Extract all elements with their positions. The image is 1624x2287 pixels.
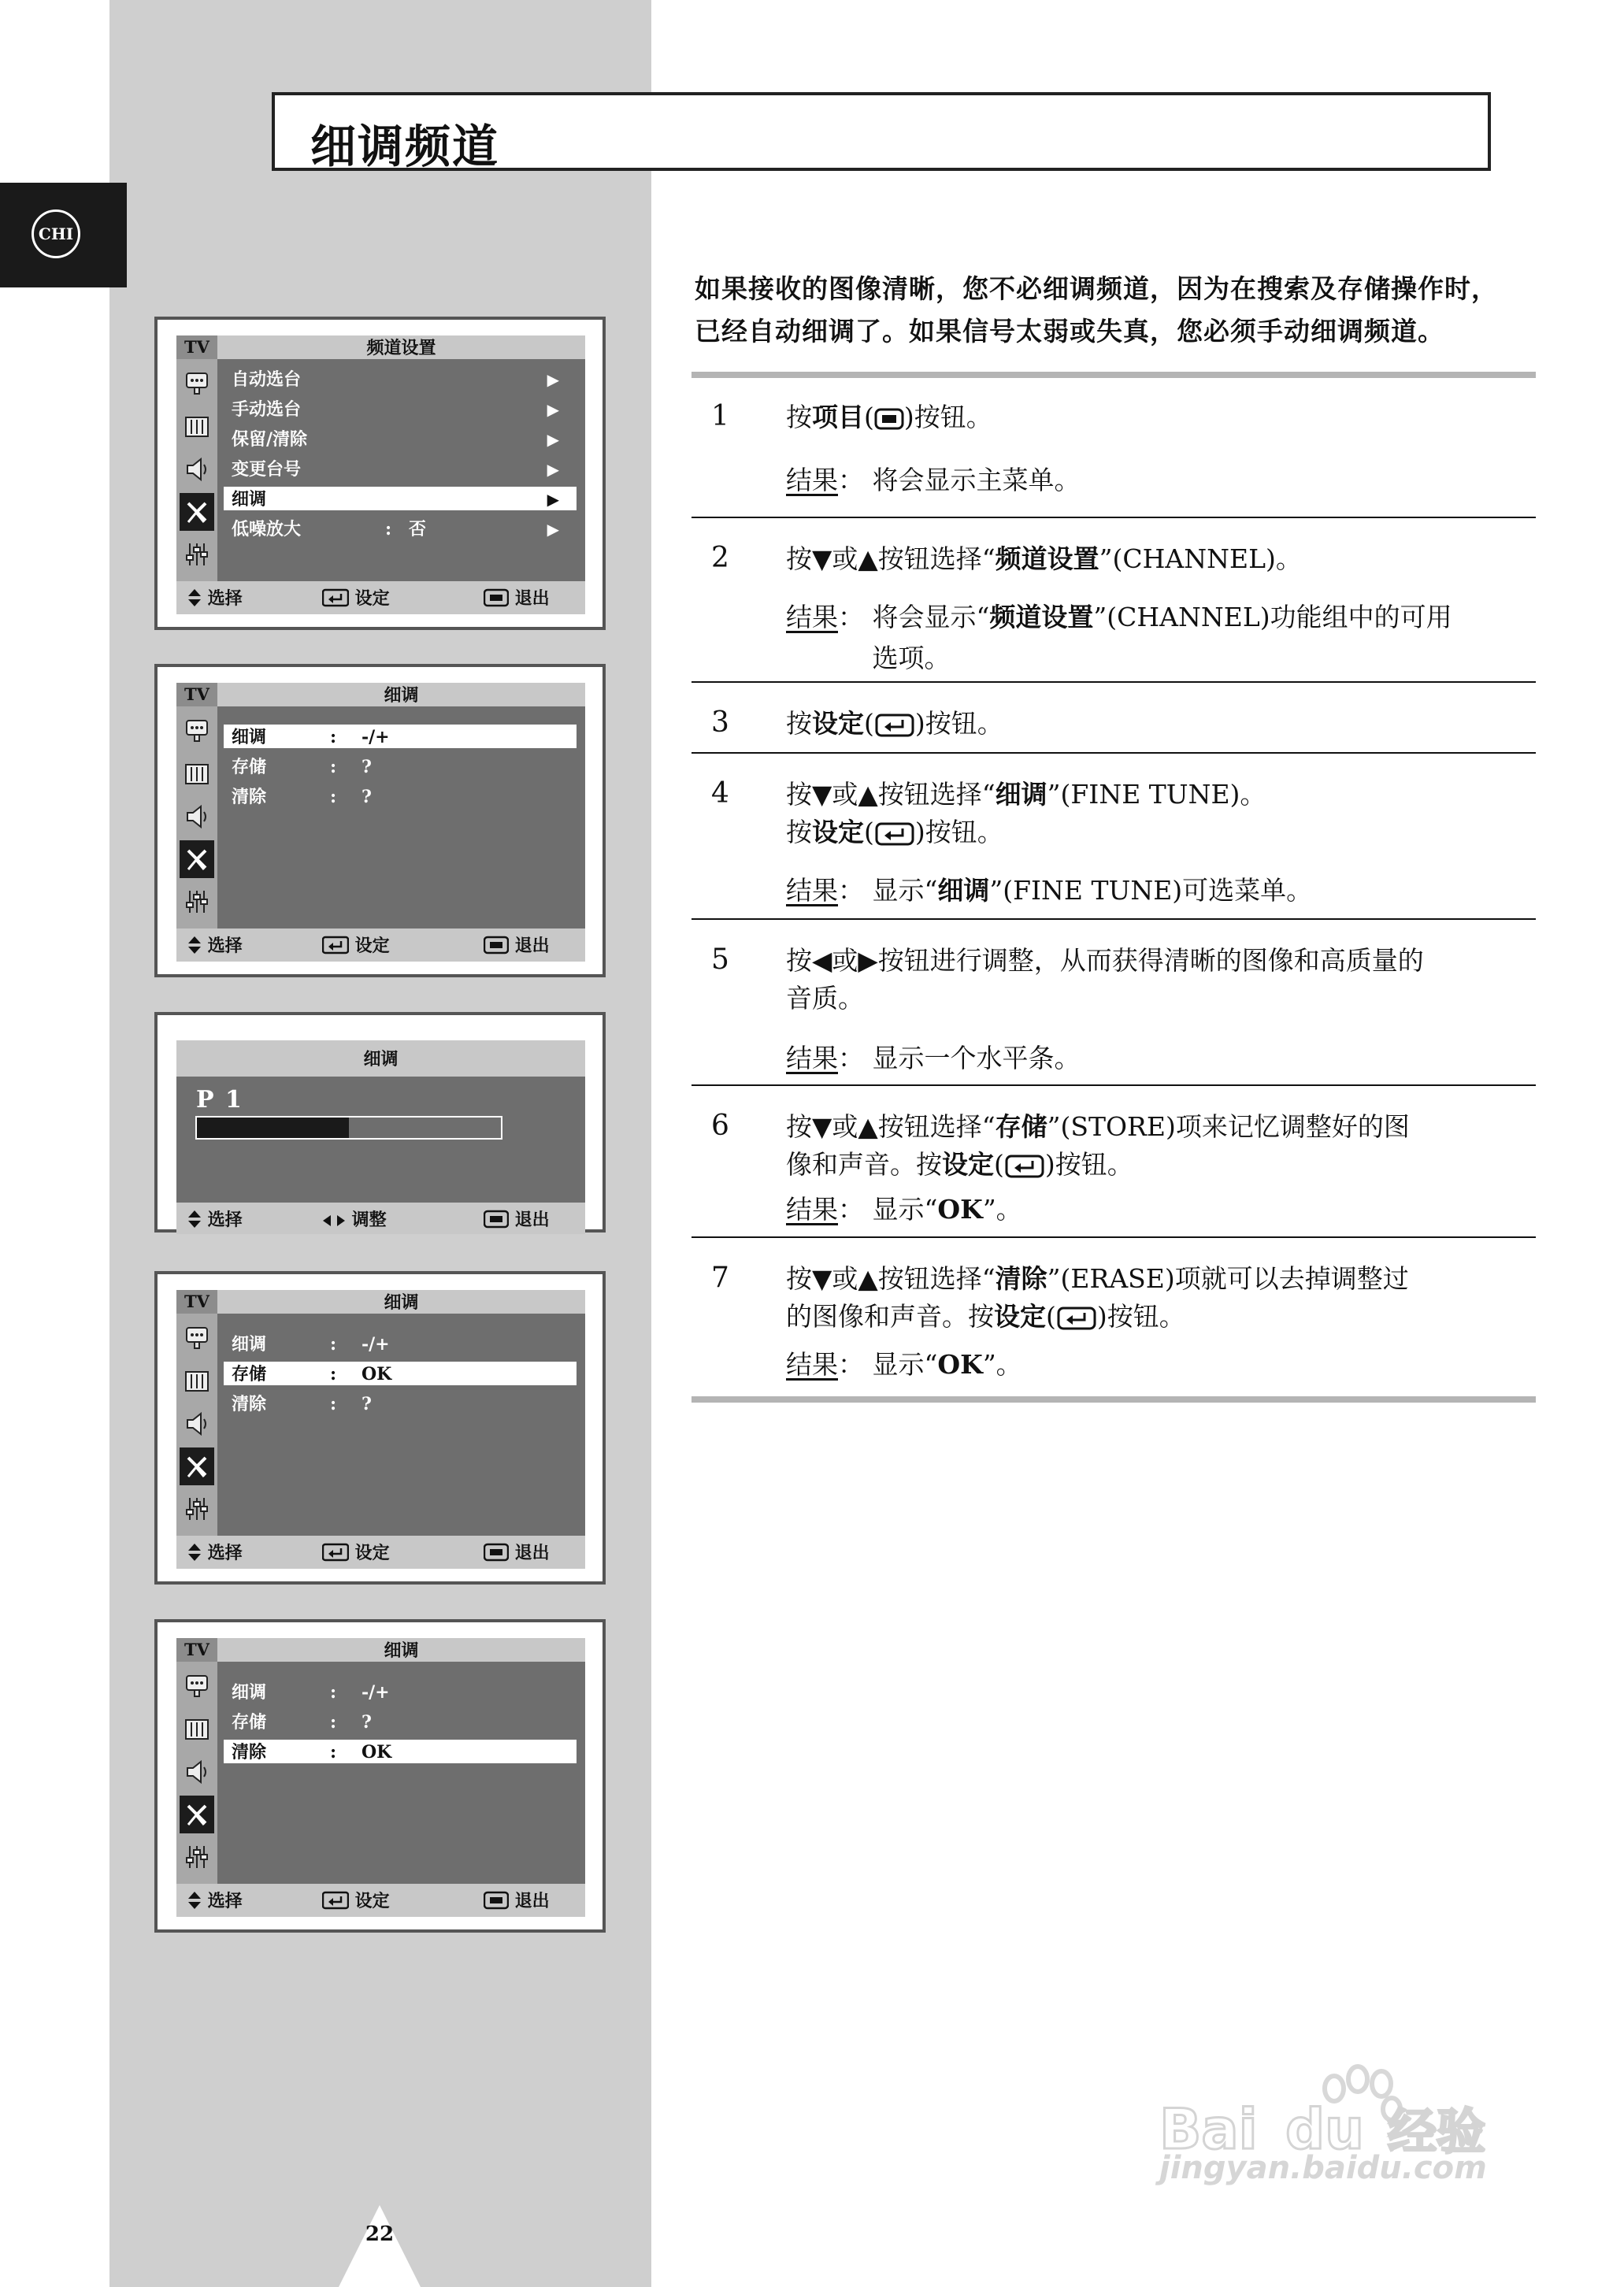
submenu-arrow-icon: ▶: [547, 460, 559, 479]
sound-icon: [180, 798, 214, 836]
osd-row-separator: :: [330, 1682, 337, 1703]
result-label: 结果: [786, 1194, 838, 1225]
svg-text:Bai: Bai: [1159, 2097, 1258, 2162]
step-result: 结果： 将会显示主菜单。: [786, 460, 1518, 501]
step-result: 结果： 显示“OK”。: [786, 1189, 1518, 1230]
osd-header: [176, 1290, 585, 1314]
osd-row-label: 细调: [232, 489, 267, 510]
intro-line: 已经自动细调了。如果信号太弱或失真，您必须手动细调频道。: [695, 316, 1444, 347]
osd-menu-row[interactable]: [224, 784, 577, 808]
step-instruction: 按▼或▲按钮选择“细调”(FINE TUNE)。 按设定( )按钮。: [786, 779, 1266, 847]
svg-text:经验: 经验: [1388, 2103, 1486, 2160]
osd-row-value: OK: [362, 1742, 392, 1763]
osd-body: [176, 1290, 585, 1569]
osd-row-separator: :: [330, 1364, 337, 1384]
osd-menu-row[interactable]: [224, 397, 577, 421]
osd-row-value: -/+: [362, 727, 390, 747]
page-title-box: [272, 92, 1491, 171]
osd-body: [176, 683, 585, 962]
svg-text:du: du: [1285, 2097, 1364, 2162]
tv-label: TV: [176, 683, 217, 706]
osd-icon-column: [176, 359, 217, 581]
step-divider: [691, 752, 1536, 754]
tv-label: TV: [176, 1290, 217, 1314]
exit-label: 退出: [514, 936, 550, 956]
osd-menu-row[interactable]: [224, 427, 577, 450]
osd-body: [176, 335, 585, 614]
osd-row-separator: :: [330, 757, 337, 777]
osd-row-label: 细调: [232, 727, 267, 747]
result-label: 结果: [786, 602, 838, 632]
step-number: 2: [711, 542, 729, 574]
result-text: 显示“细调”(FINE TUNE)可选菜单。: [872, 875, 1313, 906]
step-instruction: 按◀或▶按钮进行调整，从而获得清晰的图像和高质量的 音质。: [786, 945, 1424, 1014]
adjust-label: 调整: [351, 1210, 387, 1230]
step-instruction: 按设定( )按钮。: [786, 708, 1003, 739]
submenu-arrow-icon: ▶: [547, 490, 559, 509]
settings-icon: [180, 1490, 214, 1528]
antenna-icon: [180, 1796, 214, 1833]
osd-icon-column: [176, 706, 217, 929]
step-number: 4: [711, 777, 729, 810]
set-hint: [322, 588, 390, 609]
osd-row-label: 存储: [232, 757, 267, 777]
result-label: 结果: [786, 1349, 838, 1380]
osd-menu-row[interactable]: [224, 457, 577, 480]
osd-row-value: -/+: [362, 1682, 390, 1703]
osd-row-label: 清除: [232, 1742, 267, 1763]
set-label: 设定: [354, 1891, 390, 1911]
exit-label: 退出: [514, 1543, 550, 1563]
osd-header: [176, 335, 585, 359]
osd-row-value: OK: [362, 1364, 392, 1384]
grid-icon: [180, 1711, 214, 1748]
tune-level-bar: [195, 1116, 502, 1140]
osd-row-value: ?: [362, 1712, 372, 1733]
program-number: P 1: [196, 1086, 243, 1114]
sound-icon: [180, 1405, 214, 1443]
exit-hint: [484, 1210, 550, 1230]
osd-menu-row[interactable]: [224, 1680, 577, 1703]
grid-icon: [180, 755, 214, 793]
language-badge: CHI: [32, 209, 80, 258]
osd-header: [176, 1638, 585, 1662]
step-divider: [691, 517, 1536, 518]
set-label: 设定: [354, 588, 390, 609]
osd-menu-row[interactable]: [224, 1740, 577, 1763]
osd-body: [176, 1638, 585, 1917]
osd-title: 细调: [384, 1640, 419, 1661]
osd-row-label: 细调: [232, 1334, 267, 1355]
osd-menu-row[interactable]: [224, 725, 577, 748]
select-label: 选择: [207, 588, 243, 609]
osd-row-value: 否: [409, 519, 427, 539]
osd-row-separator: :: [330, 1712, 337, 1733]
osd-footer: [176, 1203, 585, 1234]
grid-icon: [180, 1362, 214, 1400]
step-result: 结果： 将会显示“频道设置”(CHANNEL)功能组中的可用 选项。: [786, 597, 1518, 679]
settings-icon: [180, 883, 214, 921]
submenu-arrow-icon: ▶: [547, 370, 559, 389]
tv-label: TV: [176, 335, 217, 359]
select-hint: [187, 936, 243, 956]
step-number: 7: [711, 1262, 729, 1294]
set-hint: [322, 1891, 390, 1911]
exit-label: 退出: [514, 588, 550, 609]
osd-menu-row[interactable]: [224, 1392, 577, 1415]
intro-paragraph: [695, 268, 1545, 353]
top-rule: [691, 372, 1536, 378]
osd-title: 细调: [384, 1292, 419, 1313]
osd-screen-channel-menu: [154, 317, 606, 630]
step-result: 结果： 显示“细调”(FINE TUNE)可选菜单。: [786, 870, 1518, 911]
osd-row-label: 细调: [232, 1682, 267, 1703]
picture-icon: [180, 1320, 214, 1358]
step-result: 结果： 显示“OK”。: [786, 1344, 1518, 1385]
osd-row-separator: :: [330, 787, 337, 807]
osd-footer: [176, 929, 585, 962]
osd-footer: [176, 1536, 585, 1569]
step-instruction: 按项目( )按钮。: [786, 402, 992, 432]
osd-row-value: ?: [362, 1394, 372, 1414]
step-divider: [691, 681, 1536, 683]
page-title: 细调频道: [310, 120, 500, 173]
result-text: 显示一个水平条。: [872, 1043, 1081, 1073]
step-divider: [691, 918, 1536, 920]
page-number: 22: [365, 2222, 395, 2246]
step-instruction: 按▼或▲按钮选择“频道设置”(CHANNEL)。: [786, 543, 1302, 574]
step-instruction: 按▼或▲按钮选择“存储”(STORE)项来记忆调整好的图 像和声音。按设定( )按钮。: [786, 1111, 1410, 1180]
tv-label: TV: [176, 1638, 217, 1662]
osd-menu-row[interactable]: [224, 1332, 577, 1355]
result-label: 结果: [786, 875, 838, 906]
osd-row-value: -/+: [362, 1334, 390, 1355]
settings-icon: [180, 1838, 214, 1876]
osd-row-separator: :: [330, 1394, 337, 1414]
osd-body: [176, 1040, 585, 1234]
osd-row-separator: :: [330, 1742, 337, 1763]
osd-header: [176, 683, 585, 706]
osd-row-value: ?: [362, 757, 372, 777]
osd-screen-finetune-erase: [154, 1619, 606, 1933]
settings-icon: [180, 536, 214, 573]
osd-row-label: 变更台号: [232, 459, 302, 480]
watermark-url: jingyan.baidu.com: [1159, 2150, 1487, 2186]
exit-hint: [484, 1543, 550, 1563]
osd-screen-finetune-bar: [154, 1012, 606, 1232]
result-label: 结果: [786, 465, 838, 495]
submenu-arrow-icon: ▶: [547, 430, 559, 449]
exit-label: 退出: [514, 1891, 550, 1911]
osd-title: 频道设置: [366, 338, 436, 358]
osd-screen-finetune-menu: [154, 664, 606, 977]
set-label: 设定: [354, 1543, 390, 1563]
osd-row-label: 低噪放大: [232, 519, 302, 539]
osd-row-label: 清除: [232, 787, 267, 807]
osd-title: 细调: [176, 1040, 585, 1077]
antenna-icon: [180, 493, 214, 531]
osd-row-label: 存储: [232, 1364, 267, 1384]
result-text: 将会显示主菜单。: [872, 465, 1081, 495]
osd-row-separator: :: [330, 727, 337, 747]
osd-icon-column: [176, 1662, 217, 1884]
submenu-arrow-icon: ▶: [547, 520, 559, 539]
picture-icon: [180, 713, 214, 751]
select-label: 选择: [207, 1210, 243, 1230]
osd-row-label: 自动选台: [232, 369, 302, 390]
exit-hint: [484, 1891, 550, 1911]
osd-menu-row[interactable]: [224, 1710, 577, 1733]
page-number-tab: [339, 2205, 421, 2287]
bottom-rule: [691, 1396, 1536, 1403]
step-number: 1: [711, 400, 729, 432]
sound-icon: [180, 1753, 214, 1791]
osd-menu-row[interactable]: [224, 517, 577, 540]
result-text: 将会显示“频道设置”(CHANNEL)功能组中的可用 选项。: [872, 602, 1452, 673]
exit-label: 退出: [514, 1210, 550, 1230]
adjust-hint: [322, 1210, 387, 1230]
osd-row-label: 手动选台: [232, 399, 302, 420]
antenna-icon: [180, 1447, 214, 1485]
select-hint: [187, 1543, 243, 1563]
picture-icon: [180, 1668, 214, 1706]
select-hint: [187, 1210, 243, 1230]
osd-footer: [176, 1884, 585, 1917]
intro-line: 如果接收的图像清晰，您不必细调频道，因为在搜索及存储操作时，: [695, 273, 1498, 304]
result-label: 结果: [786, 1043, 838, 1073]
select-label: 选择: [207, 1543, 243, 1563]
antenna-icon: [180, 840, 214, 878]
osd-row-label: 清除: [232, 1394, 267, 1414]
step-divider: [691, 1084, 1536, 1086]
osd-row-label: 保留/清除: [232, 429, 308, 450]
osd-row-separator: :: [330, 1334, 337, 1355]
grid-icon: [180, 408, 214, 446]
submenu-arrow-icon: ▶: [547, 400, 559, 419]
osd-menu-row[interactable]: [224, 754, 577, 778]
osd-title: 细调: [384, 685, 419, 706]
step-number: 3: [711, 706, 729, 739]
step-number: 5: [711, 943, 729, 976]
set-hint: [322, 936, 390, 956]
select-label: 选择: [207, 936, 243, 956]
exit-hint: [484, 936, 550, 956]
osd-icon-column: [176, 1314, 217, 1536]
select-hint: [187, 1891, 243, 1911]
exit-hint: [484, 588, 550, 609]
osd-screen-finetune-store: [154, 1271, 606, 1585]
picture-icon: [180, 365, 214, 403]
result-text: 显示“OK”。: [872, 1349, 1022, 1380]
step-result: 结果： 显示一个水平条。: [786, 1038, 1518, 1079]
step-divider: [691, 1236, 1536, 1238]
osd-row-value: ?: [362, 787, 372, 807]
step-instruction: 按▼或▲按钮选择“清除”(ERASE)项就可以去掉调整过 的图像和声音。按设定( )按钮。: [786, 1263, 1409, 1332]
set-hint: [322, 1543, 390, 1563]
sound-icon: [180, 450, 214, 488]
osd-row-label: 存储: [232, 1712, 267, 1733]
select-label: 选择: [207, 1891, 243, 1911]
tune-level-fill: [197, 1118, 349, 1138]
osd-menu-row[interactable]: [224, 487, 577, 510]
osd-row-separator: :: [385, 519, 392, 539]
osd-footer: [176, 581, 585, 614]
step-number: 6: [711, 1110, 729, 1142]
select-hint: [187, 588, 243, 609]
osd-menu-row[interactable]: [224, 367, 577, 391]
set-label: 设定: [354, 936, 390, 956]
result-text: 显示“OK”。: [872, 1194, 1022, 1225]
osd-menu-row[interactable]: [224, 1362, 577, 1385]
